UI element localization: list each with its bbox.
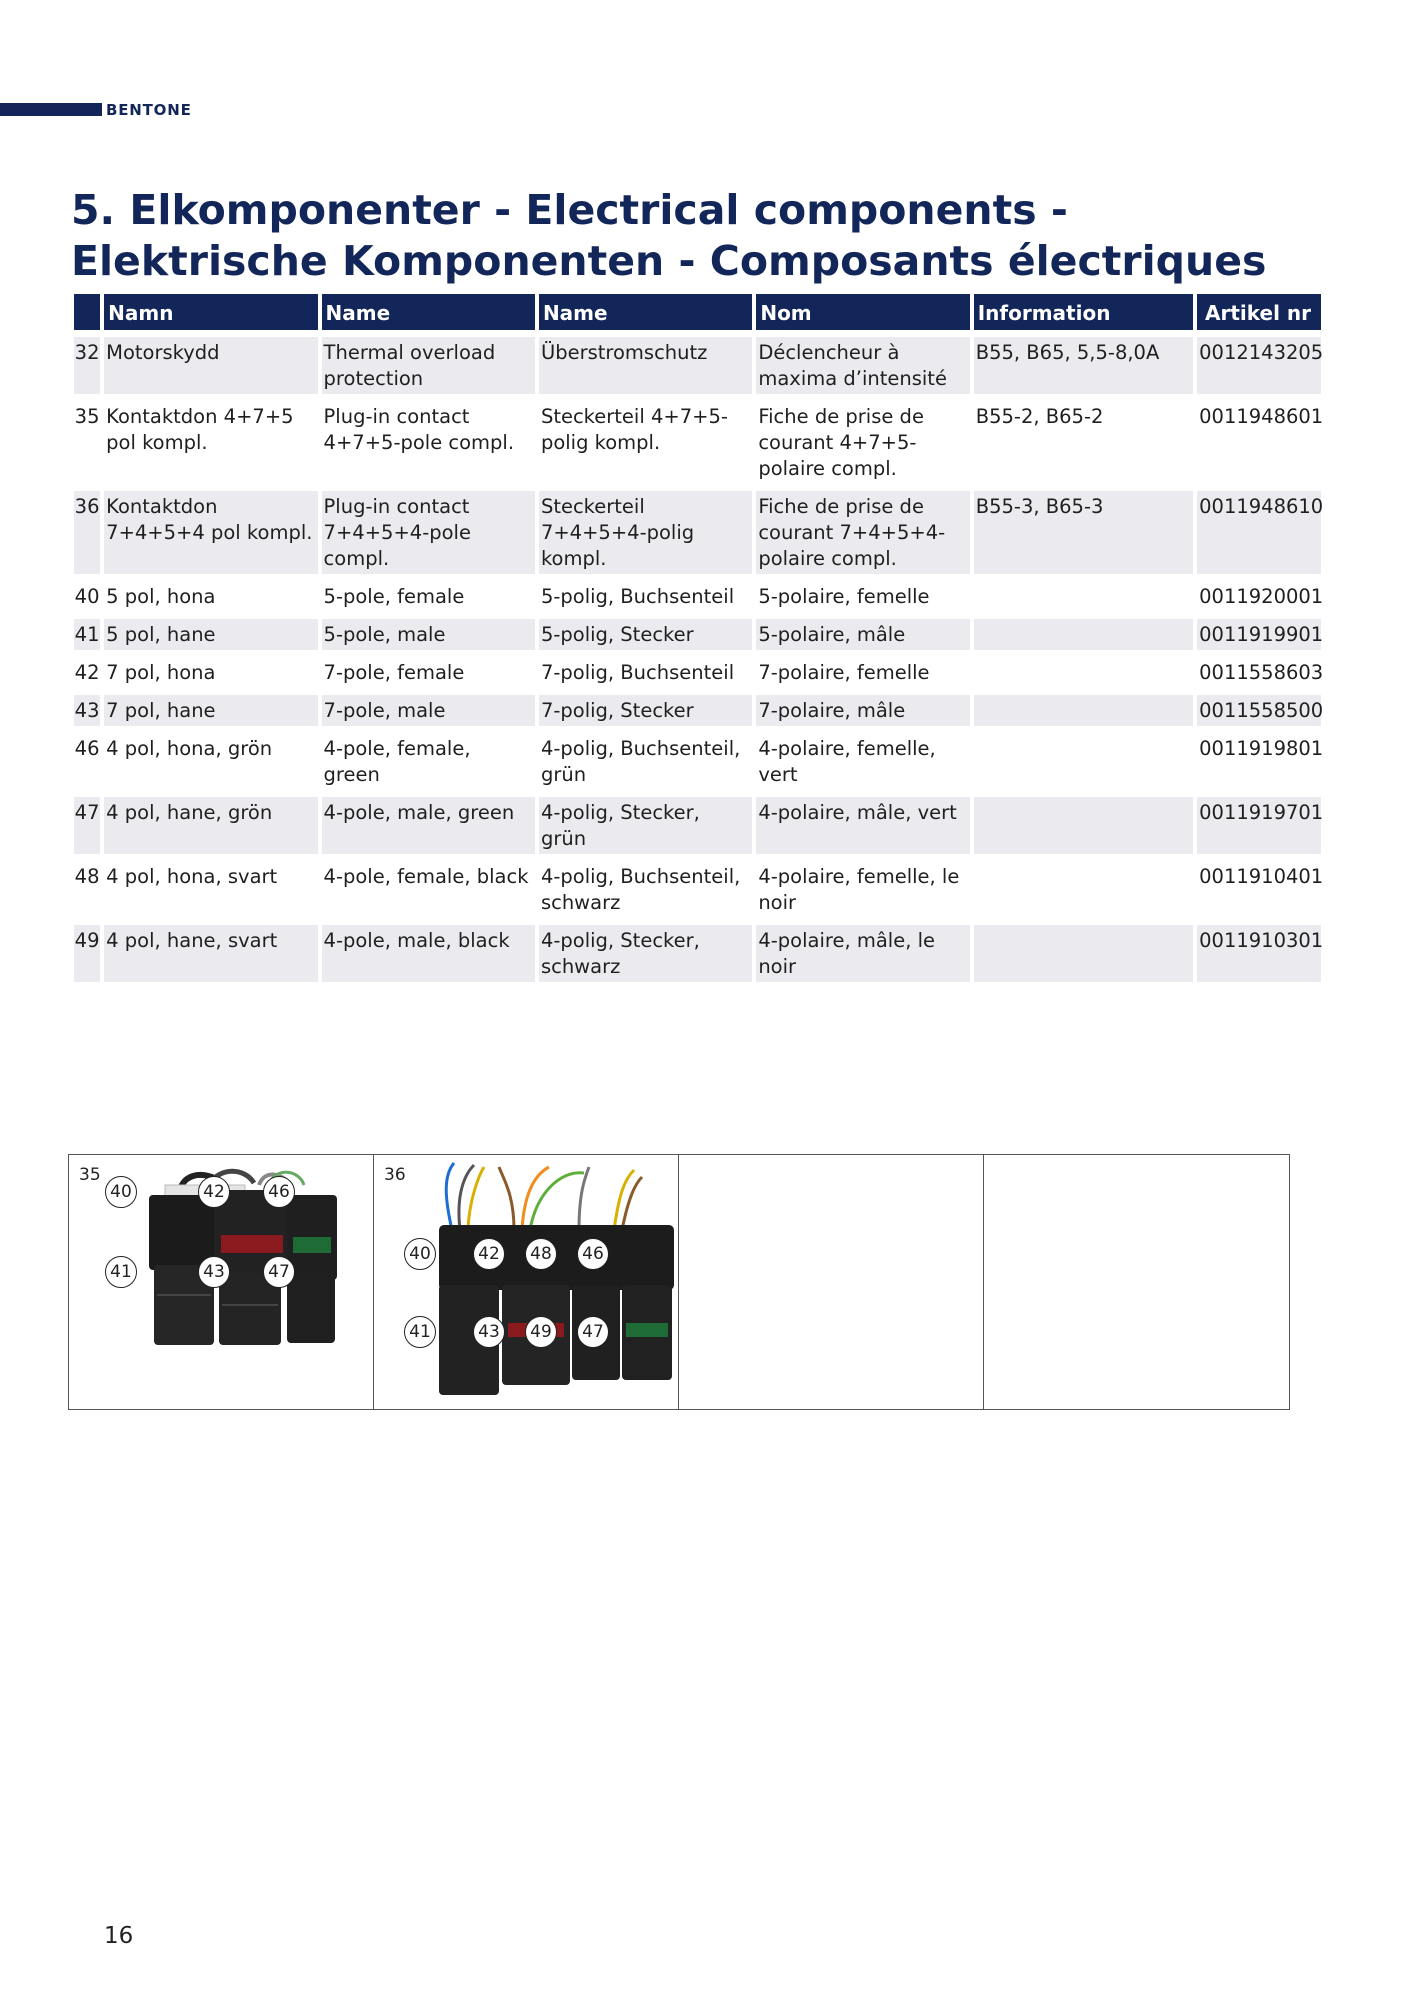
callout-badge: 46 [263,1176,295,1208]
image-cell-35 [69,1155,374,1409]
information-cell [974,797,1193,854]
name-english-cell: 5-pole, female [323,585,465,608]
name-english-cell: 5-pole, male [322,619,535,650]
name-english-cell: 4-pole, male, black [322,925,535,982]
name-english-cell: 4-pole, male, green [322,797,535,854]
information-cell [974,925,1193,982]
article-number-cell: 0011558500 [1197,695,1321,726]
table-row [74,797,1321,854]
name-german-cell: 7-polig, Stecker [539,695,752,726]
col-header-french: Nom [756,294,969,330]
article-number-cell: 0012143205 [1197,337,1321,394]
callout-badge: 46 [577,1238,609,1270]
name-german-cell: 4-polig, Buchsenteil, grün [540,737,741,786]
name-german-cell: 7-polig, Buchsenteil [540,661,735,684]
information-cell [974,695,1193,726]
col-header-english: Name [322,294,535,330]
table-row [74,925,1321,982]
item-number-cell: 49 [74,925,100,982]
callout-badge: 42 [198,1176,230,1208]
name-swedish-cell: 4 pol, hane, grön [104,797,317,854]
article-number-cell: 0011919801 [1199,737,1324,760]
name-french-cell: Fiche de prise de courant 7+4+5+4-polaire compl. [756,491,969,574]
connector-assembly-photo-36 [374,1155,679,1411]
name-swedish-cell: 4 pol, hona, grön [106,737,273,760]
name-french-cell: 4-polaire, mâle, le noir [756,925,969,982]
name-swedish-cell: 5 pol, hane [104,619,317,650]
item-number-cell: 46 [74,737,100,760]
information-cell [974,619,1193,650]
callout-badge: 47 [577,1316,609,1348]
name-german-cell: 4-polig, Stecker, grün [539,797,752,854]
callout-badge: 47 [263,1256,295,1288]
name-swedish-cell: 7 pol, hane [104,695,317,726]
brand-bar [0,103,102,116]
name-german-cell: 4-polig, Buchsenteil, schwarz [540,865,741,914]
item-number-cell: 32 [74,337,100,394]
name-swedish-cell: Kontaktdon 7+4+5+4 pol kompl. [104,491,317,574]
name-german-cell: 5-polig, Stecker [539,619,752,650]
image-cell-label: 36 [384,1165,406,1185]
item-number-cell: 35 [74,405,100,428]
name-french-cell: Déclencheur à maxima d’intensité [756,337,969,394]
name-english-cell: 7-pole, male [322,695,535,726]
item-number-cell: 43 [74,695,100,726]
table-row [74,401,1321,484]
callout-badge: 41 [404,1316,436,1348]
name-german-cell: Steckerteil 4+7+5-polig kompl. [540,405,728,454]
information-cell: B55-2, B65-2 [975,405,1104,428]
name-english-cell: 4-pole, female, black [323,865,529,888]
brand-name: BENTONE [106,101,192,119]
item-number-cell: 41 [74,619,100,650]
image-cell-empty [984,1155,1289,1409]
article-number-cell: 0011920001 [1199,585,1324,608]
item-number-cell: 47 [74,797,100,854]
name-french-cell: 5-polaire, femelle [758,585,930,608]
name-english-cell: 7-pole, female [323,661,465,684]
information-cell [974,733,1193,790]
name-french-cell: 5-polaire, mâle [756,619,969,650]
table-row [74,657,1321,688]
article-number-cell: 0011910401 [1199,865,1324,888]
table-header-row [74,294,1321,330]
item-number-cell: 42 [74,661,100,684]
page-title: 5. Elkomponenter - Electrical components - Elektrische Komponenten - Composants électriques [71,186,1267,285]
page-number: 16 [104,1923,134,1949]
col-header-swedish: Namn [104,294,317,330]
name-swedish-cell: Kontaktdon 4+7+5 pol kompl. [106,405,294,454]
col-header-german: Name [539,294,752,330]
name-german-cell: 5-polig, Buchsenteil [540,585,735,608]
name-german-cell: Steckerteil 7+4+5+4-polig kompl. [539,491,752,574]
article-number-cell: 0011948610 [1197,491,1321,574]
col-header-information: Information [974,294,1193,330]
name-french-cell: 7-polaire, femelle [758,661,930,684]
name-english-cell: Plug-in contact 4+7+5-pole compl. [323,405,515,454]
article-number-cell: 0011558603 [1199,661,1324,684]
callout-badge: 43 [198,1256,230,1288]
item-number-cell: 36 [74,491,100,574]
name-english-cell: Thermal overload protection [322,337,535,394]
name-french-cell: 4-polaire, femelle, le noir [758,865,960,914]
image-grid [68,1154,1290,1410]
col-header-article-number: Artikel nr [1197,294,1321,330]
article-number-cell: 0011948601 [1199,405,1324,428]
table-row [74,695,1321,726]
name-swedish-cell: 4 pol, hona, svart [106,865,278,888]
information-cell [974,657,1193,688]
callout-badge: 43 [473,1316,505,1348]
callout-badge: 40 [404,1238,436,1270]
name-swedish-cell: Motorskydd [104,337,317,394]
callout-badge: 49 [525,1316,557,1348]
name-french-cell: 4-polaire, femelle, vert [758,737,936,786]
callout-badge: 48 [525,1238,557,1270]
article-number-cell: 0011919701 [1197,797,1321,854]
callout-badge: 42 [473,1238,505,1270]
table-row [74,491,1321,574]
name-french-cell: 4-polaire, mâle, vert [756,797,969,854]
name-swedish-cell: 4 pol, hane, svart [104,925,317,982]
item-number-cell: 48 [74,865,100,888]
article-number-cell: 0011910301 [1197,925,1321,982]
name-german-cell: Überstromschutz [539,337,752,394]
callout-badge: 40 [105,1176,137,1208]
table-row [74,337,1321,394]
information-cell [974,581,1193,612]
table-row [74,733,1321,790]
information-cell: B55-3, B65-3 [974,491,1193,574]
article-number-cell: 0011919901 [1197,619,1321,650]
information-cell: B55, B65, 5,5-8,0A [974,337,1193,394]
table-row [74,861,1321,918]
name-french-cell: Fiche de prise de courant 4+7+5-polaire compl. [758,405,924,480]
name-german-cell: 4-polig, Stecker, schwarz [539,925,752,982]
name-french-cell: 7-polaire, mâle [756,695,969,726]
parts-table [70,287,1325,989]
name-swedish-cell: 5 pol, hona [106,585,216,608]
table-body [74,337,1324,982]
name-english-cell: 4-pole, female, green [323,737,471,786]
callout-badge: 41 [105,1256,137,1288]
table-row [74,581,1321,612]
table-row [74,619,1321,650]
col-header-number [74,294,100,330]
information-cell [974,861,1193,918]
image-cell-36 [374,1155,679,1409]
image-cell-label: 35 [79,1165,101,1185]
image-cell-empty [679,1155,984,1409]
name-english-cell: Plug-in contact 7+4+5+4-pole compl. [322,491,535,574]
item-number-cell: 40 [74,585,100,608]
name-swedish-cell: 7 pol, hona [106,661,216,684]
